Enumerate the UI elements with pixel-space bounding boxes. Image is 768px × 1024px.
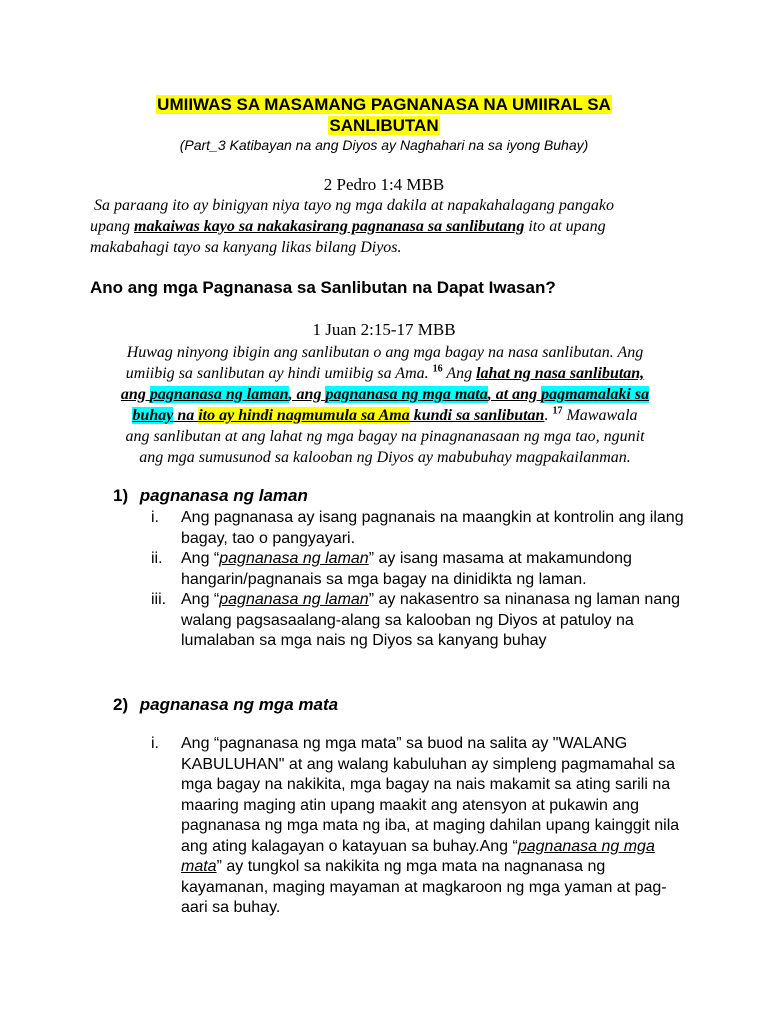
section-2-label: pagnanasa ng mga mata — [139, 695, 339, 714]
term-pagnanasa-ng-mga-mata: pagnanasa ng mga mata — [181, 837, 655, 875]
list-numeral: iii. — [151, 591, 167, 608]
page-title — [0, 94, 768, 136]
verse2-line-1: Huwag ninyong ibigin ang sanlibutan o ang mga bagay na nasa sanlibutan. Ang — [126, 344, 644, 361]
verse2-l3-a: ang — [120, 386, 150, 403]
verse-text-2-pedro — [90, 195, 680, 258]
section-1-list — [130, 508, 690, 652]
list-item — [130, 508, 690, 549]
verse-number-17: 17 — [552, 405, 563, 417]
verse2-line-5: ang sanlibutan at ang lahat ng mga bagay na pinagnanasaan ng mga tao, ngunit — [125, 428, 645, 445]
verse1-line-1: Sa paraang ito ay binigyan niya tayo ng mga dakila at napakahalagang pangako — [94, 197, 614, 214]
list-item — [130, 549, 690, 590]
title-block — [0, 94, 768, 154]
term-pagnanasa-ng-laman: pagnanasa ng laman — [219, 550, 369, 567]
verse2-line-2-pre: umiibig sa sanlibutan ay hindi umiibig sa Ama. — [125, 365, 433, 382]
title-line-1: UMIIWAS SA MASAMANG PAGNANASA NA UMIIRAL SA — [157, 95, 611, 114]
page-subtitle: (Part_3 Katibayan na ang Diyos ay Naghahari na sa iyong Buhay) — [179, 137, 589, 153]
list-item-text: Ang “pagnanasa ng laman” ay isang masama at makamundong hangarin/pagnanais sa mga bagay na dinidikta ng laman. — [181, 550, 632, 588]
section-question-heading: Ano ang mga Pagnanasa sa Sanlibutan na Dapat Iwasan? — [90, 278, 556, 297]
verse2-ang: Ang — [442, 365, 477, 382]
verse2-emph-lahat: lahat ng nasa sanlibutan, — [476, 365, 645, 382]
section-2-heading — [113, 695, 338, 715]
verse-number-16: 16 — [432, 363, 443, 375]
verse1-line-3: makabahagi tayo sa kanyang likas bilang Diyos. — [90, 239, 402, 256]
highlight-pagmamalaki-sa: pagmamalaki sa — [541, 386, 650, 403]
verse2-l4-f: Mawawala — [562, 407, 638, 424]
verse2-l4-b: na — [173, 407, 199, 424]
list-item — [130, 590, 690, 652]
verse2-l4-e: . — [544, 407, 553, 424]
highlight-pagnanasa-ng-laman: pagnanasa ng laman — [149, 386, 289, 403]
verse2-l4-d: kundi sa sanlibutan — [409, 407, 545, 424]
verse1-emphasis: makaiwas kayo sa nakakasirang pagnanasa sa sanlibutang — [134, 218, 525, 235]
list-item-text: Ang “pagnanasa ng mga mata” sa buod na salita ay "WALANG KABULUHAN" at ang walang kabuluhan ay simpleng pagmamahal sa mga bagay na nakikita, mga bagay na nais makamit sa ating sarili na maaring maging atin upang maakit ang atensyon at pukawin ang pagnanasa ng mga mata ng iba, at maging dahilan upang kainggit nila ang ating kalagayan o katayuan sa buhay.Ang “pagnanasa ng mga mata” ay tungkol sa nakikita ng mga mata na nagnanasa ng kayamanan, maging mayaman at magkaroon ng mga yaman at pag-aari sa buhay. — [181, 735, 680, 916]
highlight-buhay: buhay — [132, 407, 174, 424]
verse-reference-2-pedro: 2 Pedro 1:4 MBB — [323, 175, 445, 194]
list-item — [130, 734, 690, 919]
highlight-hindi-nagmumula: ito ay hindi nagmumula sa Ama — [198, 407, 410, 424]
title-line-2: SANLIBUTAN — [329, 116, 439, 135]
verse2-l3-e: , at ang — [487, 386, 542, 403]
section-1-label: pagnanasa ng laman — [139, 486, 308, 505]
term-pagnanasa-ng-laman: pagnanasa ng laman — [219, 591, 369, 608]
list-numeral: i. — [151, 735, 159, 752]
verse2-line-6: ang mga sumusunod sa kalooban ng Diyos ay mabubuhay magpakailanman. — [139, 449, 631, 466]
verse1-line-2-pre: upang — [90, 218, 134, 235]
section-1-number: 1) — [113, 486, 129, 505]
list-item-text: Ang pagnanasa ay isang pagnanais na maangkin at kontrolin ang ilang bagay, tao o pangyayari. — [181, 509, 684, 547]
list-numeral: i. — [151, 509, 159, 526]
section-2-number: 2) — [113, 695, 129, 714]
verse2-l3-c: , ang — [288, 386, 326, 403]
verse-text-1-juan — [88, 342, 682, 468]
verse-reference-1-juan: 1 Juan 2:15-17 MBB — [312, 320, 456, 339]
list-numeral: ii. — [151, 550, 163, 567]
highlight-pagnanasa-ng-mga-mata: pagnanasa ng mga mata — [325, 386, 488, 403]
section-2-list — [130, 734, 690, 919]
section-1-heading — [113, 486, 308, 506]
verse1-line-2-post: ito at upang — [524, 218, 606, 235]
list-item-text: Ang “pagnanasa ng laman” ay nakasentro sa ninanasa ng laman nang walang pagsasaalang-alang sa kalooban ng Diyos at patuloy na lumalaban sa mga nais ng Diyos sa kanyang buhay — [181, 591, 681, 649]
